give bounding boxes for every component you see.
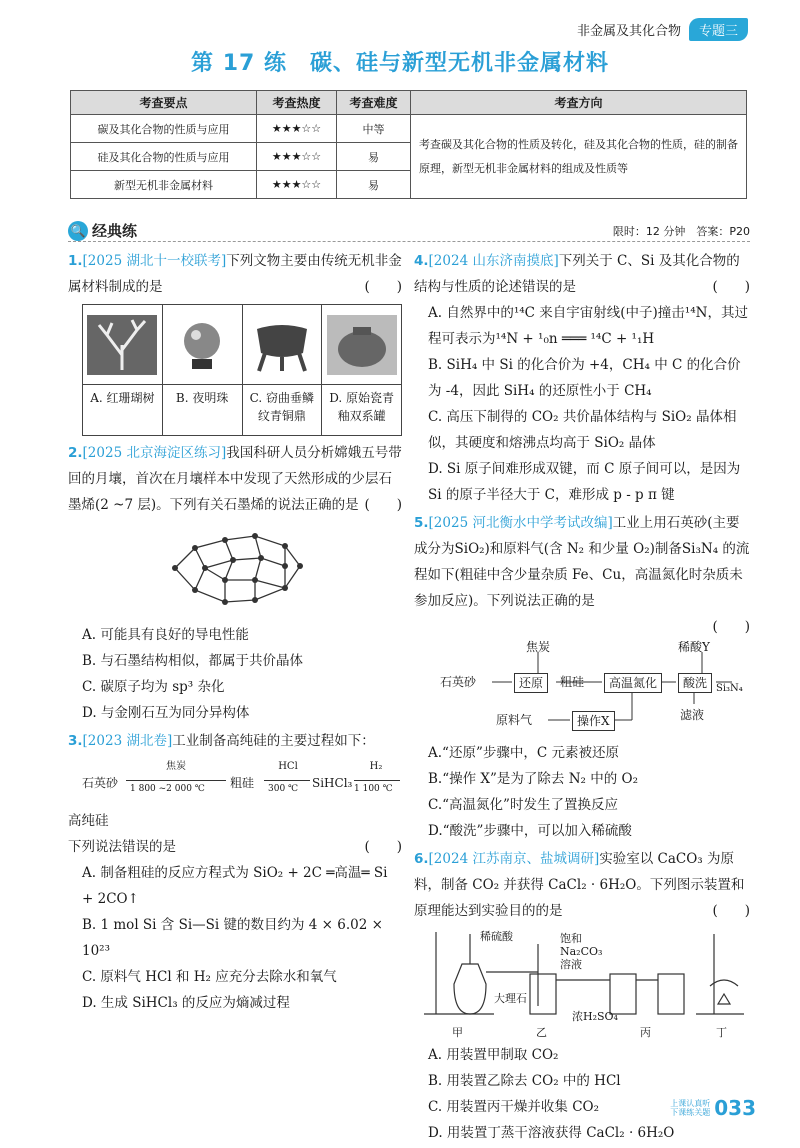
option-b: B. 夜明珠 xyxy=(175,391,229,405)
question-stem: 下列文物主要由传统无机非金属材料制成的是 xyxy=(68,253,402,295)
flow-reagent: H₂ xyxy=(369,761,383,772)
header-difficulty: 考查难度 xyxy=(337,91,411,115)
answer-bracket: ( ) xyxy=(712,279,750,295)
difficulty-cell: 易 xyxy=(337,171,411,199)
question-4 xyxy=(414,248,750,508)
time-limit: 限时：12 分钟 xyxy=(612,224,686,238)
question-source: [2025 北京海淀区练习] xyxy=(82,445,227,461)
flow-byproduct: 滤液 xyxy=(680,708,705,722)
point-cell: 新型无机非金属材料 xyxy=(71,171,257,199)
flow-condition: 300 ℃ xyxy=(268,784,299,794)
question-source: [2024 江苏南京、盐城调研] xyxy=(428,851,600,867)
difficulty-cell: 中等 xyxy=(337,115,411,143)
question-stem: 下列关于 C、Si 及其化合物的结构与性质的论述错误的是 xyxy=(414,253,740,295)
page-header xyxy=(577,18,748,41)
option-c: C.“高温氮化”时发生了置换反应 xyxy=(428,797,618,813)
flow-arrow xyxy=(264,780,310,781)
question-number: 1. xyxy=(68,253,83,269)
chapter-name: 非金属及其化合物 xyxy=(576,24,681,39)
image-cell xyxy=(243,305,323,435)
header-direction: 考查方向 xyxy=(411,91,747,115)
flow-product: Si₃N₄ xyxy=(716,683,743,694)
answer-bracket: ( ) xyxy=(364,279,402,295)
option-b: B.“操作 X”是为了除去 N₂ 中的 O₂ xyxy=(428,771,638,787)
flow-reagent: HCl xyxy=(278,761,298,772)
difficulty-cell: 易 xyxy=(337,143,411,171)
header-heat: 考查热度 xyxy=(257,91,337,115)
page-number: 033 xyxy=(714,1096,756,1120)
heat-cell: ★★★☆☆ xyxy=(257,143,337,171)
flow-reagent: 焦炭 xyxy=(526,640,551,654)
artifact-images xyxy=(82,304,402,436)
section-bar xyxy=(68,220,750,242)
apparatus-label: 丁 xyxy=(716,1026,727,1039)
answer-ref: 答案：P20 xyxy=(696,224,750,238)
option-d: D. Si 原子间难形成双键，而 C 原子间可以，是因为 Si 的原子半径大于 C，难形成 p - p π 键 xyxy=(428,461,741,503)
option-c: C. 窃曲垂鳞纹青铜鼎 xyxy=(249,391,315,423)
section-label xyxy=(68,220,137,241)
topic-badge: 专题三 xyxy=(689,18,748,41)
answer-bracket: ( ) xyxy=(712,903,750,919)
footer-line: 上课认真听 xyxy=(670,1099,711,1108)
option-a: A. 红珊瑚树 xyxy=(90,391,155,405)
option-a: A. 制备粗硅的反应方程式为 SiO₂ + 2C ═高温═ Si + 2CO↑ xyxy=(82,865,388,907)
flow-step: SiHCl₃ xyxy=(312,776,353,790)
option-a: A. 自然界中的¹⁴C 来自宇宙射线(中子)撞击¹⁴N，其过程可表示为¹⁴N + ¹₀n ═══ ¹⁴C + ¹₁H xyxy=(428,305,748,347)
graphene-figure xyxy=(68,518,402,622)
apparatus-figure xyxy=(414,924,750,1042)
bronze-ding-image xyxy=(243,305,322,385)
header-point: 考查要点 xyxy=(71,91,257,115)
question-stem: 工业制备高纯硅的主要过程如下： xyxy=(172,733,375,749)
point-cell: 硅及其化合物的性质与应用 xyxy=(71,143,257,171)
question-number: 3. xyxy=(68,733,83,749)
section-label-text: 经典练 xyxy=(92,222,138,240)
si3n4-flow xyxy=(428,640,748,736)
flow-condition: 1 800 ~2 000 ℃ xyxy=(130,784,205,794)
apparatus-label: 乙 xyxy=(536,1026,547,1039)
apparatus-label: 甲 xyxy=(452,1026,463,1039)
image-cell xyxy=(83,305,163,435)
question-stem: 工业上用石英砂(主要成分为SiO₂)和原料气(含 N₂ 和少量 O₂)制备Si₃N₄ 的流程如下(粗硅中含少量杂质 Fe、Cu，高温氮化时杂质未参加反应)。下列说法正确的是 xyxy=(414,515,750,609)
flow-reagent: 焦炭 xyxy=(166,761,186,772)
question-1 xyxy=(68,248,402,436)
flow-step: 粗硅 xyxy=(230,776,255,790)
question-ask: 下列说法错误的是 xyxy=(68,839,176,855)
flow-product: 高纯硅 xyxy=(68,813,109,829)
option-a: A.“还原”步骤中，C 元素被还原 xyxy=(428,745,619,761)
answer-bracket: ( ) xyxy=(364,839,402,855)
option-b: B. 与石墨结构相似，都属于共价晶体 xyxy=(82,653,304,669)
question-number: 5. xyxy=(414,515,429,531)
flow-step: 石英砂 xyxy=(440,675,477,689)
answer-bracket: ( ) xyxy=(364,497,402,513)
question-5 xyxy=(414,510,750,844)
question-number: 2. xyxy=(68,445,83,461)
apparatus-label: 大理石 xyxy=(494,992,527,1005)
option-c: C. 高压下制得的 CO₂ 共价晶体结构与 SiO₂ 晶体相似，其硬度和熔沸点均高于 SiO₂ 晶体 xyxy=(428,409,737,451)
footer-slogan xyxy=(670,1099,710,1117)
right-column xyxy=(414,248,750,1148)
image-cell xyxy=(322,305,401,435)
question-stem: 我国科研人员分析嫦娥五号带回的月壤，首次在月壤样本中发现了天然形成的少层石墨烯(2 ~7 层)。下列有关石墨烯的说法正确的是 xyxy=(68,445,402,513)
direction-cell: 考查碳及其化合物的性质及转化，硅及其化合物的性质，硅的制备原理，新型无机非金属材料的组成及性质等 xyxy=(411,115,747,199)
page-title: 第 17 练 碳、硅与新型无机非金属材料 xyxy=(191,51,609,76)
option-b: B. 1 mol Si 含 Si—Si 键的数目约为 4 × 6.02 × 10²³ xyxy=(82,917,383,959)
pottery-image xyxy=(322,305,401,385)
heat-cell: ★★★☆☆ xyxy=(257,115,337,143)
coral-image xyxy=(83,305,162,385)
flow-box: 还原 xyxy=(514,673,548,693)
question-2 xyxy=(68,440,402,726)
table-row xyxy=(71,115,747,143)
flow-arrow xyxy=(354,780,400,781)
section-meta xyxy=(613,223,750,239)
pearl-image xyxy=(163,305,242,385)
point-cell: 碳及其化合物的性质与应用 xyxy=(71,115,257,143)
question-source: [2024 山东济南摸底] xyxy=(428,253,559,269)
flow-box: 操作X xyxy=(572,711,615,731)
flow-box: 酸洗 xyxy=(678,673,712,693)
apparatus-label: 丙 xyxy=(640,1026,651,1039)
option-d: D. 生成 SiHCl₃ 的反应为熵减过程 xyxy=(82,995,290,1011)
image-cell xyxy=(163,305,243,435)
option-d: D. 用装置丁蒸干溶液获得 CaCl₂ · 6H₂O xyxy=(428,1125,675,1141)
question-source: [2025 河北衡水中学考试改编] xyxy=(428,515,613,531)
overview-table xyxy=(70,90,747,199)
answer-bracket: ( ) xyxy=(712,619,750,635)
flow-step: 粗硅 xyxy=(560,675,585,689)
footer-line: 下课练关题 xyxy=(670,1108,711,1117)
option-c: C. 用装置丙干燥并收集 CO₂ xyxy=(428,1099,600,1115)
question-3 xyxy=(68,728,402,1016)
option-a: A. 可能具有良好的导电性能 xyxy=(82,627,249,643)
option-d: D.“酸洗”步骤中，可以加入稀硫酸 xyxy=(428,823,632,839)
flow-step: 原料气 xyxy=(496,713,533,727)
flow-step: 石英砂 xyxy=(82,776,119,790)
flow-arrow xyxy=(126,780,226,781)
option-c: C. 碳原子均为 sp³ 杂化 xyxy=(82,679,225,695)
option-d: D. 原始瓷青釉双系罐 xyxy=(329,391,395,423)
flow-box: 高温氮化 xyxy=(604,673,662,693)
question-stem: 实验室以 CaCO₃ 为原料，制备 CO₂ 并获得 CaCl₂ · 6H₂O。下列图示装置和原理能达到实验目的的是 xyxy=(414,851,745,919)
silicon-flow xyxy=(68,754,402,808)
flow-condition: 1 100 ℃ xyxy=(354,784,393,794)
heat-cell: ★★★☆☆ xyxy=(257,171,337,199)
question-number: 4. xyxy=(414,253,429,269)
magnifier-icon: 🔍 xyxy=(68,221,88,241)
question-number: 6. xyxy=(414,851,429,867)
left-column xyxy=(68,248,402,1018)
option-c: C. 原料气 HCl 和 H₂ 应充分去除水和氧气 xyxy=(82,969,337,985)
apparatus-label: 饱和 Na₂CO₃ 溶液 xyxy=(560,932,603,971)
option-a: A. 用装置甲制取 CO₂ xyxy=(428,1047,559,1063)
apparatus-label: 稀硫酸 xyxy=(480,930,513,943)
question-source: [2025 湖北十一校联考] xyxy=(82,253,227,269)
apparatus-label: 浓H₂SO₄ xyxy=(572,1010,618,1023)
page-footer xyxy=(670,1096,756,1120)
option-d: D. 与金刚石互为同分异构体 xyxy=(82,705,250,721)
question-source: [2023 湖北卷] xyxy=(82,733,173,749)
option-b: B. SiH₄ 中 Si 的化合价为 +4，CH₄ 中 C 的化合价为 -4，因此 SiH₄ 的还原性小于 CH₄ xyxy=(428,357,741,399)
flow-reagent: 稀酸Y xyxy=(678,640,710,654)
option-b: B. 用装置乙除去 CO₂ 中的 HCl xyxy=(428,1073,621,1089)
